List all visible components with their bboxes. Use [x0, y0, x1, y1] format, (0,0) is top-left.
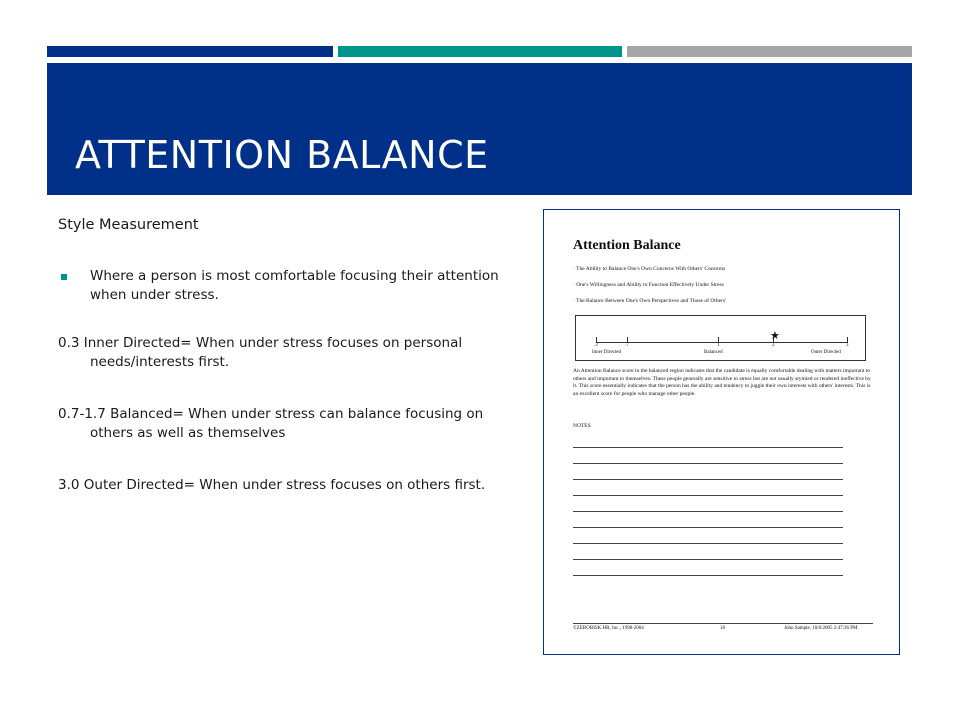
accent-bar-gray — [627, 46, 912, 57]
star-marker-icon: ★ — [770, 330, 780, 342]
report-paragraph: An Attention Balance score in the balanced region indicates that the candidate is equally comfortable dealing with matters important to others and important to themselves. These people generally are sensitive to stress but are not usually stymied or rendered ineffective by it. This score essentially indicates that the person has the ability and tendency to juggle their own interests with others' interests. This is an excellent score for people who manage other people. — [573, 368, 871, 397]
report-page-image — [543, 209, 900, 655]
scale-tick-label: 1 — [717, 343, 720, 348]
title-banner — [47, 63, 912, 195]
report-title: Attention Balance — [573, 238, 681, 253]
bullet-text: Where a person is most comfortable focusing their attention when under stress. — [90, 268, 499, 303]
notes-line — [573, 511, 843, 512]
paragraph-balanced: 0.7-1.7 Balanced= When under stress can balance focusing on others as well as themselves — [58, 406, 484, 441]
scale-tick — [627, 337, 628, 342]
notes-line — [573, 463, 843, 464]
scale-tick — [596, 337, 597, 342]
report-point: · One's Willingness and Ability to Function Effectively Under Stress — [573, 282, 724, 288]
slide-body — [58, 216, 528, 528]
report-point: · The Balance Between One's Own Perspectives and Those of Others' — [573, 298, 726, 304]
footer-page-number: 18 — [720, 626, 725, 631]
notes-label: NOTES — [573, 423, 591, 429]
notes-line — [573, 527, 843, 528]
scale-label-balanced: Balanced — [704, 350, 723, 355]
accent-bar-teal — [338, 46, 622, 57]
notes-line — [573, 543, 843, 544]
scale-tick — [718, 337, 719, 342]
slide-title: ATTENTION BALANCE — [75, 133, 489, 177]
footer-copyright: ©ZEROBISK HR, Inc., 1998-2004 — [573, 626, 644, 631]
slide-subtitle: Style Measurement — [58, 217, 199, 233]
accent-bar-navy — [47, 46, 333, 57]
bullet-item — [58, 267, 528, 305]
notes-line — [573, 559, 843, 560]
scale-tick — [847, 337, 848, 342]
footer-candidate: John Sample, 10/6/2005 2:47:36 PM — [784, 626, 858, 631]
notes-line — [573, 447, 843, 448]
notes-line — [573, 575, 843, 576]
square-bullet-icon — [61, 274, 67, 280]
paragraph-inner-directed: 0.3 Inner Directed= When under stress focuses on personal needs/interests first. — [58, 335, 463, 370]
notes-line — [573, 479, 843, 480]
scale-tick-label: 3 — [846, 343, 849, 348]
scale-tick-label: .3 — [594, 343, 598, 348]
scale-tick-label: .7 — [625, 343, 629, 348]
scale-label-outer: Outer Directed — [811, 350, 841, 355]
scale-label-inner: Inner Directed — [592, 350, 622, 355]
scale-axis — [596, 342, 848, 343]
notes-line — [573, 495, 843, 496]
report-point: · The Ability to Balance One's Own Concerns With Others' Concerns — [573, 266, 726, 272]
paragraph-outer-directed: 3.0 Outer Directed= When under stress focuses on others first. — [58, 477, 486, 493]
scale-tick-label: 2 — [772, 343, 775, 348]
footer-rule — [573, 623, 873, 624]
attention-scale — [575, 315, 866, 361]
